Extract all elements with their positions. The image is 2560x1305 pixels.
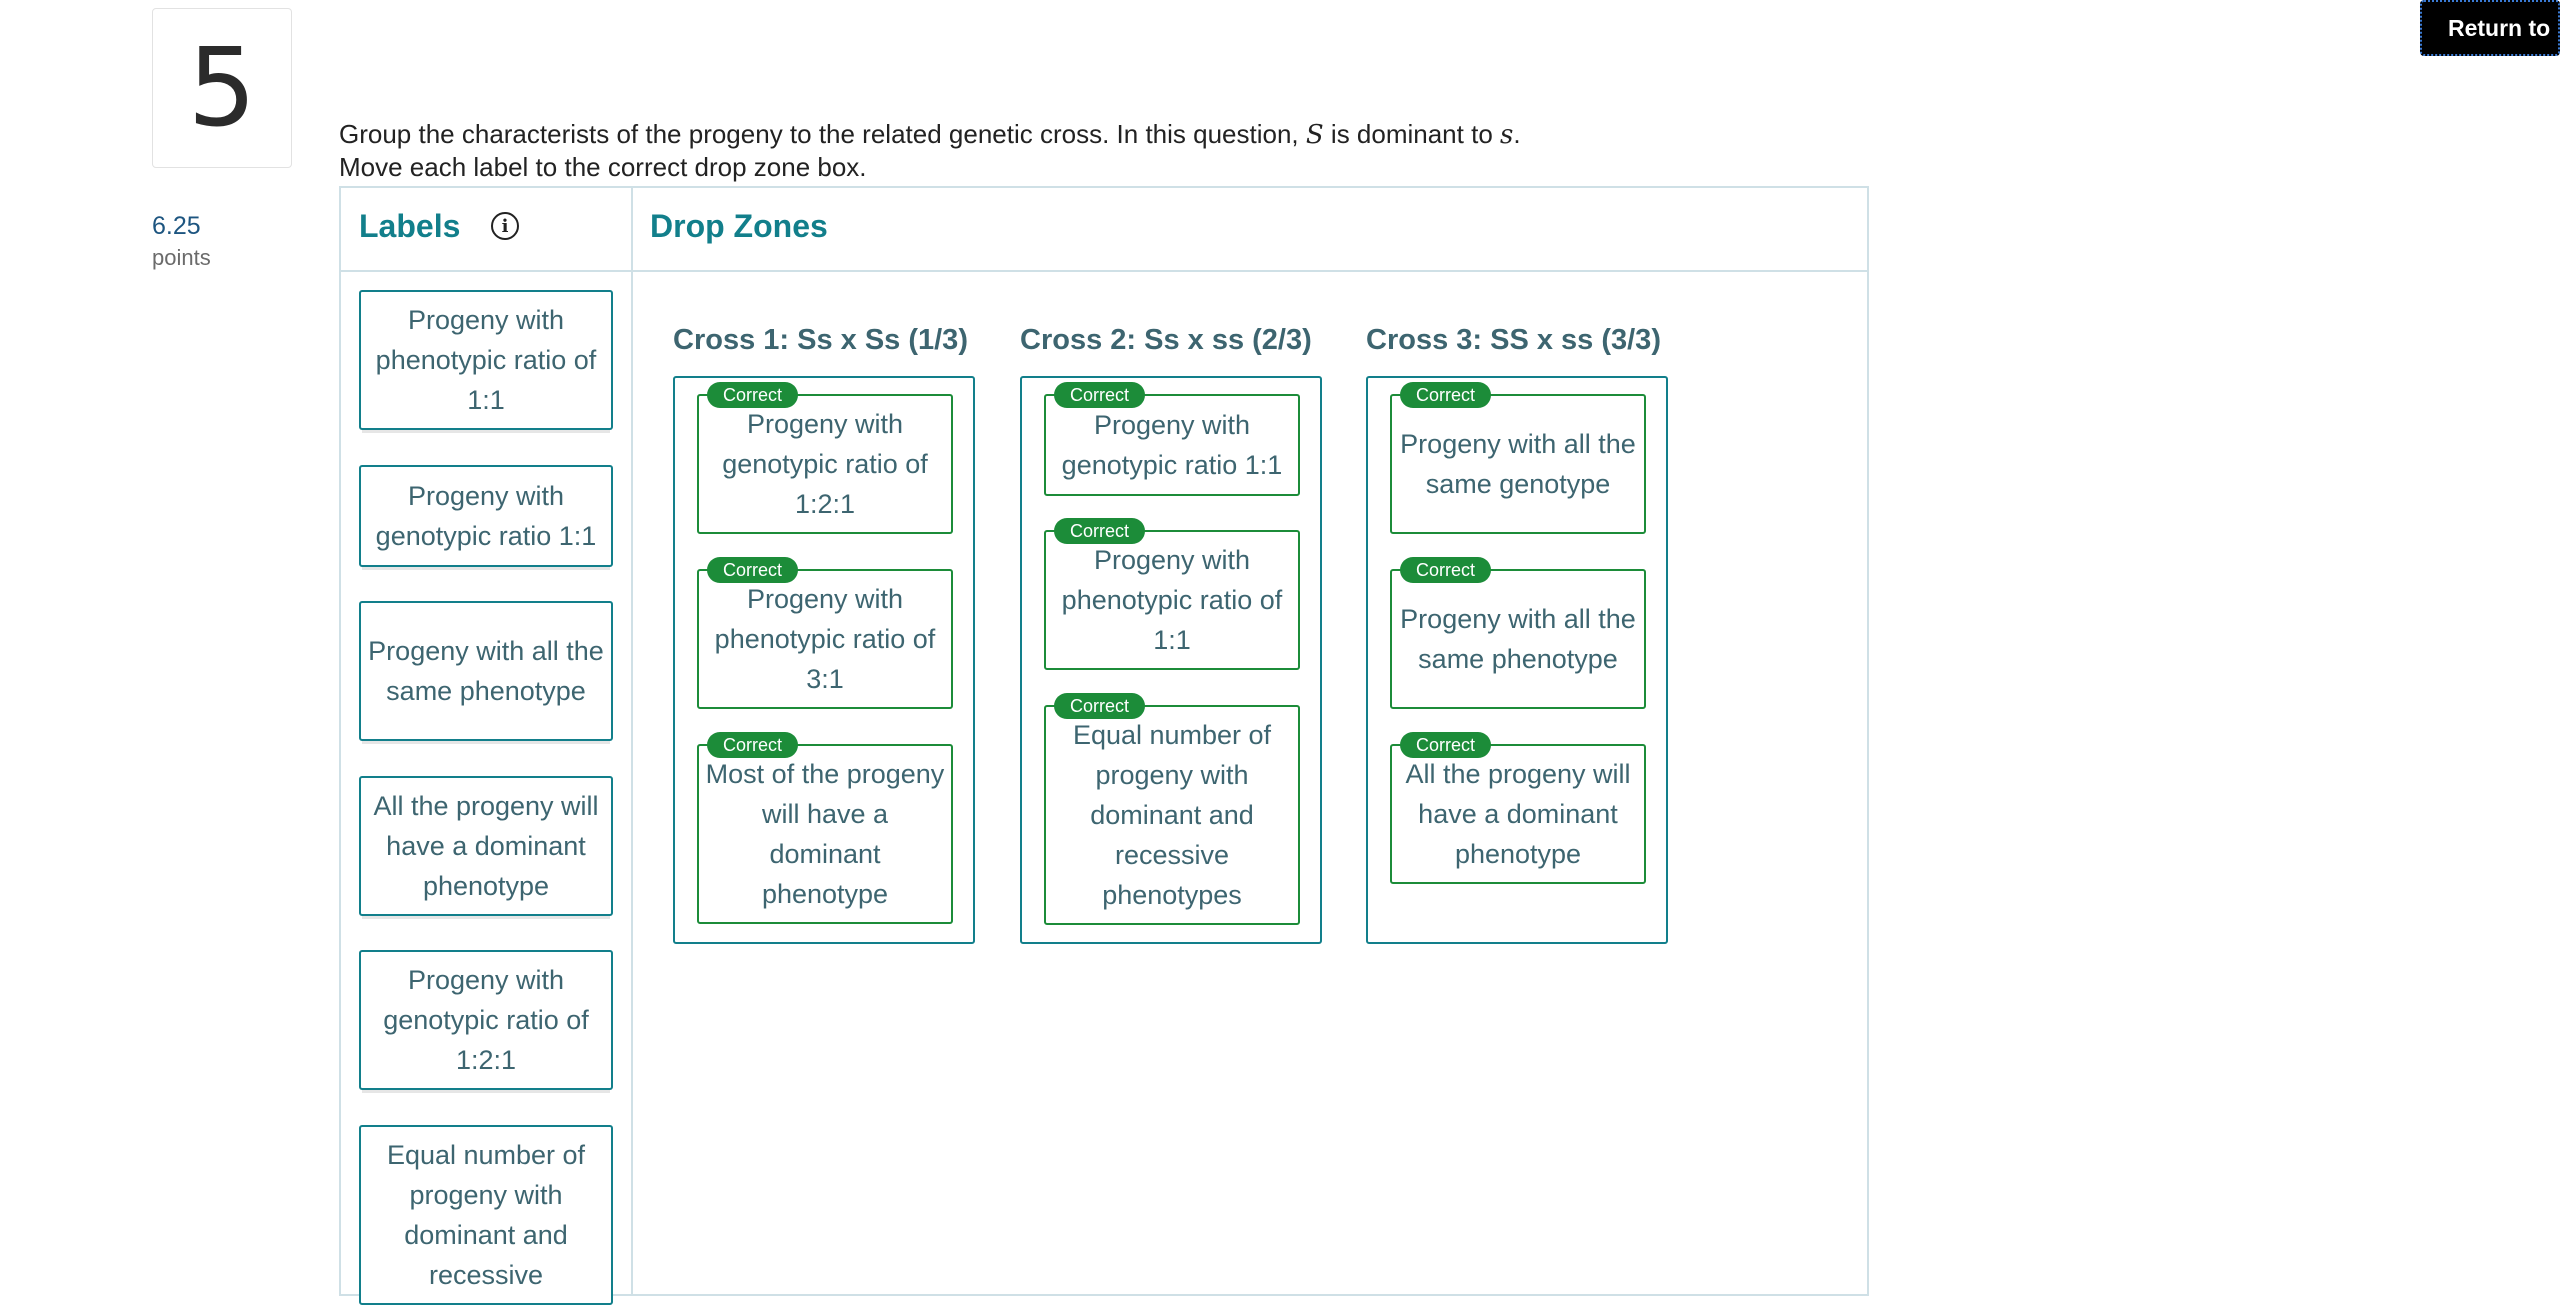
correct-badge: Correct: [707, 557, 798, 583]
label-item[interactable]: Progeny with all the same phenotype: [359, 601, 613, 741]
dropped-item-text: Progeny with phenotypic ratio of 1:1: [1061, 545, 1283, 655]
dropped-item-text: Progeny with all the same phenotype: [1400, 604, 1636, 674]
column-divider: [631, 188, 633, 1294]
points-value: 6.25: [152, 212, 201, 240]
drag-drop-panel: [339, 186, 1869, 1296]
info-icon[interactable]: i: [491, 212, 519, 240]
dropped-item-text: Equal number of progeny with dominant and recessive phenotypes: [1072, 720, 1272, 910]
correct-badge: Correct: [1054, 382, 1145, 408]
correct-badge: Correct: [1054, 693, 1145, 719]
dropped-item[interactable]: [1390, 735, 1646, 884]
prompt-text: Group the characterists of the progeny to the related genetic cross. In this question, S is dominant to s.: [339, 119, 1521, 150]
question-points: [152, 212, 211, 271]
dropped-item-text: Progeny with genotypic ratio 1:1: [1061, 410, 1283, 480]
dropped-item-text: Progeny with all the same genotype: [1400, 429, 1636, 499]
dropped-item[interactable]: [1044, 696, 1300, 925]
dropped-item[interactable]: [1390, 560, 1646, 709]
dropped-item[interactable]: [697, 560, 953, 709]
return-button[interactable]: Return to: [2420, 0, 2560, 56]
dropped-item[interactable]: [1390, 385, 1646, 534]
correct-badge: Correct: [1400, 732, 1491, 758]
label-item[interactable]: Equal number of progeny with dominant and recessive: [359, 1125, 613, 1305]
question-number: 5: [152, 8, 292, 168]
drop-zones-header: Drop Zones: [650, 208, 828, 244]
dropped-item[interactable]: [697, 385, 953, 534]
dropped-item[interactable]: [1044, 521, 1300, 670]
zone-title-cross-3: Cross 3: SS x ss (3/3): [1366, 324, 1661, 356]
label-item[interactable]: All the progeny will have a dominant phenotype: [359, 776, 613, 916]
points-label: points: [152, 245, 211, 270]
correct-badge: Correct: [1400, 557, 1491, 583]
correct-badge: Correct: [707, 382, 798, 408]
drop-zone-cross-2[interactable]: [1020, 376, 1322, 944]
label-item[interactable]: Progeny with genotypic ratio 1:1: [359, 465, 613, 567]
label-item[interactable]: Progeny with genotypic ratio of 1:2:1: [359, 950, 613, 1090]
question-prompt: [339, 118, 1521, 183]
correct-badge: Correct: [1054, 518, 1145, 544]
correct-badge: Correct: [1400, 382, 1491, 408]
instruction-text: Move each label to the correct drop zone box.: [339, 152, 867, 182]
header-divider: [341, 270, 1867, 272]
drop-zone-cross-1[interactable]: [673, 376, 975, 944]
dropped-item-text: Most of the progeny will have a dominant phenotype: [705, 759, 945, 909]
labels-header: Labels: [359, 208, 461, 244]
dropped-item[interactable]: [697, 735, 953, 924]
correct-badge: Correct: [707, 732, 798, 758]
zone-title-cross-2: Cross 2: Ss x ss (2/3): [1020, 324, 1312, 356]
dropped-item[interactable]: [1044, 385, 1300, 496]
drop-zone-cross-3[interactable]: [1366, 376, 1668, 944]
dropped-item-text: Progeny with phenotypic ratio of 3:1: [714, 584, 936, 694]
label-item[interactable]: Progeny with phenotypic ratio of 1:1: [359, 290, 613, 430]
dropped-item-text: All the progeny will have a dominant phenotype: [1405, 759, 1631, 869]
dropped-item-text: Progeny with genotypic ratio of 1:2:1: [722, 409, 928, 519]
zone-title-cross-1: Cross 1: Ss x Ss (1/3): [673, 324, 968, 356]
